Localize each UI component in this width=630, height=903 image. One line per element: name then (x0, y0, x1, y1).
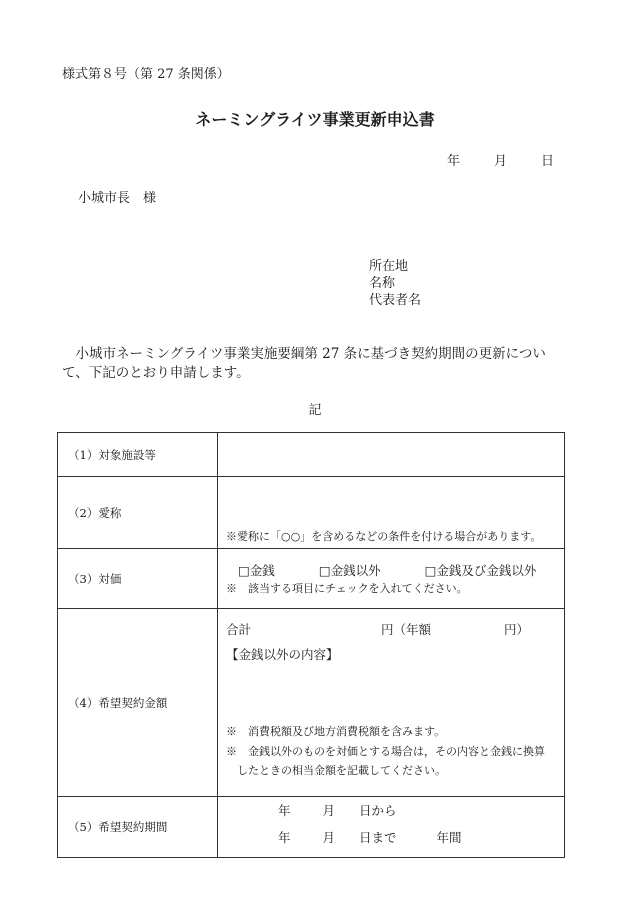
table-row-consideration (58, 549, 565, 609)
target-facility-label: （1）対象施設等 (58, 433, 218, 477)
consideration-label: （3）対価 (58, 549, 218, 609)
application-statement: 小城市ネーミングライツ事業実施要綱第 27 条に基づき契約期間の更新について、下記のとおり申請します。 (62, 346, 546, 381)
yen-close-label: 円） (504, 622, 530, 637)
nickname-note: ※愛称に「○○」を含めるなどの条件を付ける場合があります。 (226, 530, 542, 543)
non-monetary-note-line1: ※ 金銭以外のものを対価とする場合は，その内容と金銭に換算 (226, 745, 545, 758)
option-cash-checkbox[interactable]: □金銭 (238, 563, 275, 578)
application-table (57, 432, 565, 858)
tax-note: ※ 消費税額及び地方消費税額を含みます。 (226, 725, 446, 738)
addressee: 小城市長 様 (78, 191, 157, 206)
applicant-block (369, 258, 421, 309)
consideration-field (218, 549, 565, 609)
total-label: 合計 (226, 622, 252, 637)
table-row-desired-period (58, 797, 565, 858)
period-end-line: 年 月 日まで 年間 (278, 830, 462, 845)
table-row-nickname (58, 477, 565, 549)
document-title: ネーミングライツ事業更新申込書 (195, 110, 435, 129)
consideration-options (238, 561, 536, 579)
nickname-field[interactable] (218, 477, 565, 549)
desired-amount-label: （4）希望契約金額 (58, 609, 218, 797)
desired-amount-field[interactable] (218, 609, 565, 797)
date-month: 月 (494, 154, 508, 169)
date-day: 日 (541, 154, 555, 169)
option-non-cash-checkbox[interactable]: □金銭以外 (318, 563, 381, 578)
nickname-label: （2）愛称 (58, 477, 218, 549)
form-number: 様式第８号（第 27 条関係） (62, 67, 230, 82)
desired-period-field[interactable] (218, 797, 565, 858)
applicant-representative-label: 代表者名 (369, 293, 422, 308)
non-monetary-note-line2: したときの相当金額を記載してください。 (226, 764, 446, 777)
target-facility-field[interactable] (218, 433, 565, 477)
applicant-address-label: 所在地 (369, 259, 409, 274)
ki-marker: 記 (308, 403, 322, 418)
period-start-line: 年 月 日から (278, 803, 397, 818)
non-monetary-heading: 【金銭以外の内容】 (226, 647, 339, 662)
table-row-target-facility (58, 433, 565, 477)
table-row-desired-amount (58, 609, 565, 797)
desired-period-label: （5）希望契約期間 (58, 797, 218, 858)
consideration-note: ※ 該当する項目にチェックを入れてください。 (226, 582, 468, 595)
applicant-name-label: 名称 (369, 276, 396, 291)
yen-annual-label: 円（年額 (381, 622, 432, 637)
date-line (447, 150, 554, 169)
option-both-checkbox[interactable]: □金銭及び金銭以外 (424, 563, 537, 578)
date-year: 年 (447, 154, 461, 169)
